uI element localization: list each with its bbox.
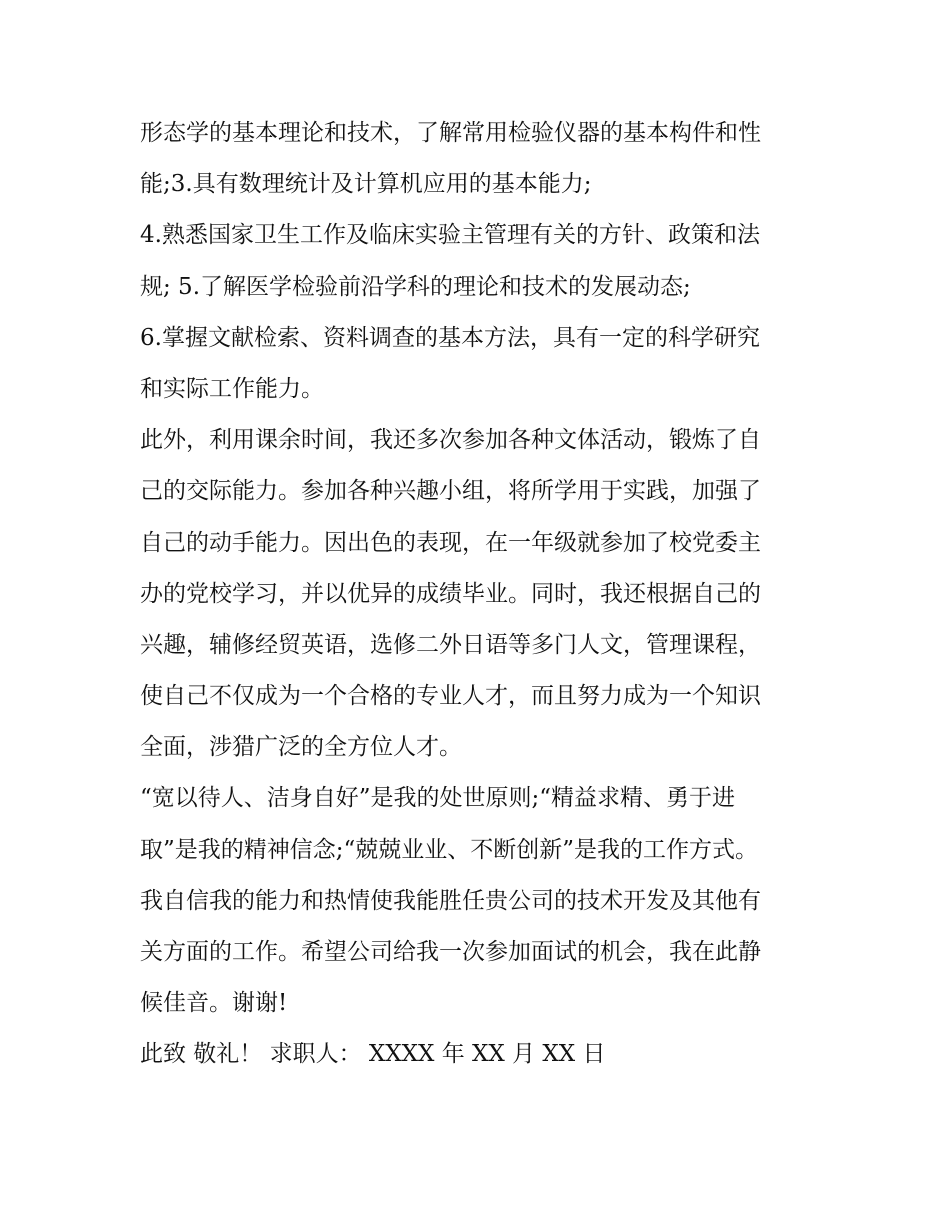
text-line: 办的党校学习，并以优异的成绩毕业。同时，我还根据自己的: [140, 580, 761, 607]
text-line: 关方面的工作。希望公司给我一次参加面试的机会，我在此静: [140, 939, 761, 965]
text-line: 形态学的基本理论和技术，了解常用检验仪器的基本构件和性: [140, 120, 761, 146]
text-line: 己的交际能力。参加各种兴趣小组，将所学用于实践，加强了: [140, 478, 761, 505]
text-line: 和实际工作能力。: [140, 375, 324, 402]
text-line: 取”是我的精神信念;“兢兢业业、不断创新”是我的工作方式。: [140, 836, 759, 863]
letter-body: [140, 108, 820, 1081]
text-line: 候佳音。谢谢!: [140, 990, 288, 1017]
text-line: 我自信我的能力和热情使我能胜任贵公司的技术开发及其他有: [140, 887, 761, 914]
text-line: 兴趣，辅修经贸英语，选修二外日语等多门人文，管理课程，: [140, 631, 761, 658]
text-line: 使自己不仅成为一个合格的专业人才，而且努力成为一个知识: [140, 683, 761, 710]
closing-signature-line: 此致 敬礼！ 求职人： XXXX 年 XX 月 XX 日: [140, 1041, 606, 1068]
text-line: 规; 5.了解医学检验前沿学科的理论和技术的发展动态;: [140, 273, 691, 300]
text-line: “宽以待人、洁身自好”是我的处世原则;“精益求精、勇于进: [140, 785, 736, 812]
text-line: 全面，涉猎广泛的全方位人才。: [140, 734, 462, 761]
text-line: 自己的动手能力。因出色的表现，在一年级就参加了校党委主: [140, 529, 761, 556]
text-line: 4.熟悉国家卫生工作及临床实验主管理有关的方针、政策和法: [140, 222, 760, 249]
text-line: 能;3.具有数理统计及计算机应用的基本能力;: [140, 171, 592, 198]
text-line: 6.掌握文献检索、资料调查的基本方法，具有一定的科学研究: [140, 324, 760, 351]
text-line: 此外，利用课余时间，我还多次参加各种文体活动，锻炼了自: [140, 427, 761, 454]
